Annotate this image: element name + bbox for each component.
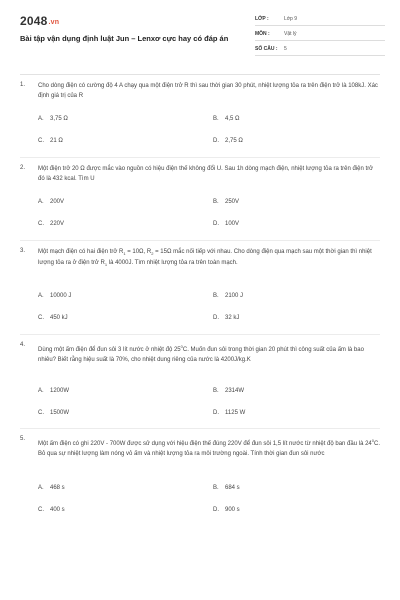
meta-subject-row: [255, 29, 385, 41]
option-b[interactable]: B. 2314W: [213, 388, 245, 394]
option-c[interactable]: C. 450 kJ: [38, 315, 68, 321]
meta-count-row: [255, 44, 385, 56]
meta-info: [255, 14, 385, 59]
subject-label: MÔN :: [255, 31, 270, 37]
class-label: LỚP :: [255, 16, 269, 22]
option-a[interactable]: A. 1200W: [38, 388, 70, 394]
question-text: Dùng một ấm điện để đun sôi 3 lít nước ở nhiệt độ $25^0C$. Muốn đun sôi trong thời gian 20 phút thì công suất của ấm là bao nhiêu? Biết rằng hiệu suất là 70%, cho nhiệt dung riêng của nước là 4200J/kg.K: [38, 344, 364, 363]
logo-number: 2048: [20, 14, 48, 28]
option-c[interactable]: C. 220V: [38, 221, 65, 227]
question-number: 5.: [20, 436, 26, 442]
option-d[interactable]: D. 1125 W: [213, 410, 246, 416]
meta-class-row: [255, 14, 385, 26]
question-number: 1.: [20, 82, 26, 88]
question-number: 4.: [20, 342, 26, 348]
site-logo[interactable]: [20, 14, 59, 28]
option-a[interactable]: A. 200V: [38, 199, 65, 205]
header-divider: [20, 74, 380, 75]
option-d[interactable]: D. 900 s: [213, 507, 240, 513]
option-b[interactable]: B. 2100 J: [213, 293, 244, 299]
option-c[interactable]: C. 400 s: [38, 507, 65, 513]
count-label: SỐ CÂU :: [255, 46, 278, 52]
option-a[interactable]: A. 3,75 Ω: [38, 116, 68, 122]
option-b[interactable]: B. 684 s: [213, 485, 240, 491]
question-number: 2.: [20, 165, 26, 171]
option-a[interactable]: A. 468 s: [38, 485, 65, 491]
question-text: Một mạch điện có hai điện trở $R_1 = 10\Omega$, $R_2 = 15\Omega$ mắc nối tiếp với nhau. Cho dòng điện qua mạch sau một thời gian thì nhiệt lượng tỏa ra ở điện trở $R_1$ là 4000J. Tìm nhiệt lượng tỏa ra trên toàn mạch.: [38, 249, 372, 267]
page-title: Bài tập vận dụng định luật Jun – Lenxơ cực hay có đáp án: [20, 34, 229, 43]
page-header: [0, 0, 400, 70]
question-divider: [20, 240, 380, 241]
question-text: Một ấm điện có ghi 220V - 700W được sử dụng với hiệu điện thế đúng 220V để đun sôi 1,5 lít nước từ nhiệt độ ban đầu là $24^0C$. Bỏ qua sự nhiệt lượng làm nóng vỏ ấm và nhiệt lượng tỏa ra môi trường ngoài. Tính thời gian đun sôi nước: [38, 438, 380, 457]
option-c[interactable]: C. 1500W: [38, 410, 70, 416]
option-d[interactable]: D. 32 kJ: [213, 315, 240, 321]
question-text: Cho dòng điện có cường độ 4 A chạy qua một điện trở R thì sau thời gian 30 phút, nhiệt lượng tỏa ra trên điện trở là 108kJ. Xác định giá trị của R: [38, 83, 378, 99]
question-text: Một điện trở 20 Ω được mắc vào nguồn có hiệu điện thế không đổi U. Sau 1h dòng mạch điện, nhiệt lượng tỏa ra trên điện trở đó là 432 kcal. Tìm U: [38, 166, 374, 182]
question-divider: [20, 428, 380, 429]
question-number: 3.: [20, 248, 26, 254]
class-value: Lớp 9: [284, 16, 298, 22]
question-divider: [20, 334, 380, 335]
count-value: 5: [284, 46, 287, 52]
subject-value: Vật lý: [284, 31, 297, 37]
option-b[interactable]: B. 250V: [213, 199, 240, 205]
question-divider: [20, 157, 380, 158]
logo-suffix: .vn: [48, 19, 60, 26]
option-a[interactable]: A. 10000 J: [38, 293, 72, 299]
option-d[interactable]: D. 100V: [213, 221, 240, 227]
option-c[interactable]: C. 21 Ω: [38, 138, 63, 144]
option-d[interactable]: D. 2,75 Ω: [213, 138, 243, 144]
option-b[interactable]: B. 4,5 Ω: [213, 116, 240, 122]
